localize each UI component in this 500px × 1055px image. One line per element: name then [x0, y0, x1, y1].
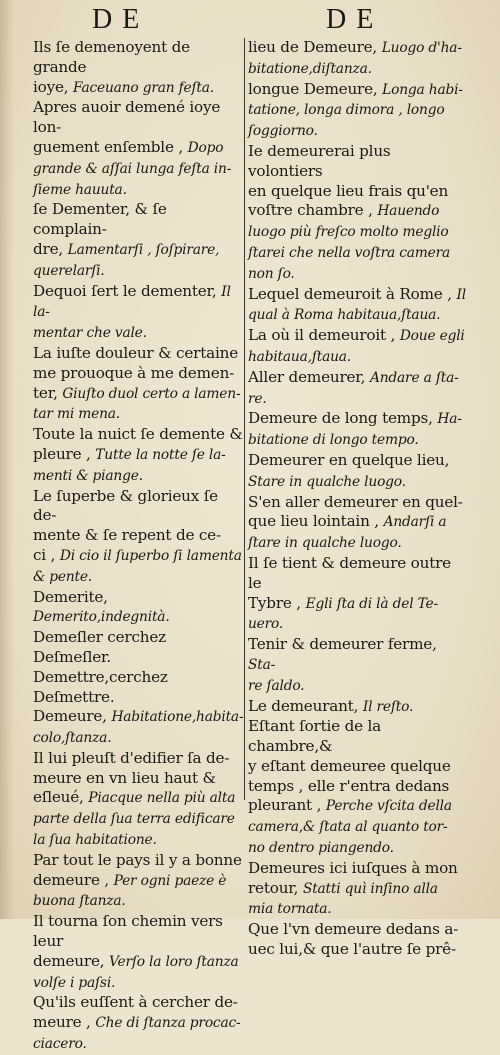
dictionary-entry: [248, 285, 468, 327]
italian-translation: Ha- bitatione di longo tempo.: [248, 411, 462, 449]
dictionary-entry: [33, 707, 244, 749]
italian-translation: Verſo la loro ſtanza volſe i paſsi.: [33, 953, 239, 991]
french-term: Ie demeurerai plus volontiers en quelque lieu frais qu'en voſtre chambre ,: [248, 141, 449, 220]
dictionary-entry: [33, 993, 244, 1054]
french-term: lieu de Demeure,: [248, 38, 378, 56]
dictionary-entry: [248, 142, 468, 285]
italian-translation: Per ogni paeze è buona ſtanza.: [33, 872, 227, 910]
dictionary-entry: [248, 635, 468, 696]
italian-translation: Stare in qualche luogo.: [248, 473, 406, 490]
italian-translation: Doue egli habitaua,ſtaua.: [248, 328, 465, 365]
dictionary-entry: [33, 487, 244, 588]
dictionary-entry: [33, 912, 244, 993]
italian-translation: Che di ſtanza procac- ciacero.: [33, 1015, 241, 1053]
dictionary-entry: [248, 717, 468, 859]
italian-translation: Il la- mentar che vale.: [33, 283, 231, 342]
dictionary-entry: [248, 326, 468, 368]
french-term: Il tourna ſon chemin vers leur demeure,: [33, 912, 223, 970]
dictionary-entry: [33, 98, 244, 200]
french-term: Qu'ils euſſent à cercher de- meure ,: [33, 993, 238, 1032]
french-term: Lequel demeuroit à Rome ,: [248, 284, 452, 303]
french-term: Le ſuperbe & glorieux ſe de- mente & ſe repent de ce- ci ,: [33, 486, 221, 564]
dictionary-entry: [33, 628, 244, 668]
italian-translation: Di cio il ſuperbo ſi lamenta & pente.: [33, 547, 242, 585]
french-term: Apres auoir demené ioye lon- guement enſemble ,: [33, 98, 221, 156]
french-term: Dequoi ſert le dementer,: [33, 281, 217, 300]
dictionary-entry: [33, 749, 244, 851]
french-term: S'en aller demeurer en quel- que lieu lointain ,: [248, 492, 463, 531]
french-term: ſe Dementer, & ſe complain- dre,: [33, 200, 167, 258]
italian-translation: Il qual à Roma habitaua,ſtaua.: [248, 286, 466, 324]
dictionary-entry: [33, 851, 244, 912]
french-term: Demeures ici iuſques à mon retour,: [248, 858, 458, 897]
french-term: Demeurer en quelque lieu,: [248, 450, 450, 469]
french-term: Toute la nuict ſe demente & pleure ,: [33, 425, 243, 463]
french-term: Demeure de long temps,: [248, 409, 433, 428]
french-term: Le demeurant,: [248, 696, 359, 715]
italian-translation: Sta- re ſaldo.: [248, 656, 305, 694]
french-term: Tenir & demeurer ferme,: [248, 635, 437, 654]
french-term: Demeure,: [33, 707, 107, 726]
dictionary-entry: [248, 409, 468, 451]
dictionary-entry: [248, 80, 468, 142]
header-left: DE: [92, 4, 150, 35]
italian-translation: Giuſto duol certo a lamen- tar mi mena.: [33, 385, 241, 423]
italian-translation: Faceuano gran feſta.: [73, 79, 214, 96]
dictionary-entry: [248, 920, 468, 960]
column-divider: [244, 38, 245, 800]
header-right: DE: [326, 4, 384, 35]
italian-translation: Longa habi- tatione, longa dimora , longo ſoggiorno.: [248, 81, 463, 140]
french-term: Il lui pleuſt d'edifier ſa de- meure en vn lieu haut & eſleué,: [33, 748, 230, 807]
french-term: La iuſte douleur & certaine me prouoque à me demen- ter,: [33, 343, 238, 402]
dictionary-entry: [248, 697, 468, 718]
french-term: Il ſe tient & demeure outre le Tybre ,: [248, 553, 451, 612]
french-term: longue Demeure,: [248, 79, 378, 98]
french-term: Par tout le pays il y a bonne demeure ,: [33, 850, 242, 889]
french-term: Demettre,cerchez Deſmettre.: [33, 667, 173, 706]
italian-translation: Andare a ſta- re.: [248, 369, 459, 407]
italian-translation: Lamentarſi , ſoſpirare, querelarſi.: [33, 241, 220, 279]
italian-translation: Hauendo luogo più freſco molto meglio ſtarei che nella voſtra camera non ſo.: [248, 203, 451, 282]
italian-translation: Tutte la notte ſe la- menti & piange.: [33, 446, 226, 484]
italian-translation: Dopo grande & aſſai lunga feſta in- ſieme hauuta.: [33, 139, 232, 198]
dictionary-entry: [248, 451, 468, 493]
french-term: Eſtant ſortie de la chambre,& y eſtant demeuree quelque temps , elle r'entra dedans pleurant ,: [248, 717, 451, 815]
italian-translation: Habitatione,habita- colo,ſtanza.: [33, 709, 244, 747]
left-column: [33, 38, 244, 1055]
italian-translation: Piacque nella più alta parte della ſua terra edificare la ſua habitatione.: [33, 790, 236, 849]
dictionary-entry: [248, 38, 468, 80]
french-term: Demeſler cerchez Deſmeſler.: [33, 628, 171, 666]
right-column: [248, 38, 468, 960]
dictionary-entry: [33, 38, 244, 98]
french-term: Demerite,: [33, 587, 108, 606]
italian-translation: Egli ſta di là del Te- uero.: [248, 595, 438, 633]
italian-translation: Luogo d'ha- bitatione,diſtanza.: [248, 40, 462, 77]
dictionary-entry: [33, 282, 244, 344]
italian-translation: Andarſi a ſtare in qualche luogo.: [248, 514, 447, 552]
dictionary-entry: [248, 368, 468, 410]
running-header: [0, 4, 500, 34]
italian-translation: Demerito,indegnità.: [33, 609, 170, 626]
dictionary-entry: [248, 554, 468, 635]
dictionary-entry: [248, 493, 468, 554]
dictionary-entry: [33, 344, 244, 425]
dictionary-entry: [33, 200, 244, 281]
french-term: La où il demeuroit ,: [248, 326, 396, 345]
italian-translation: Il reſto.: [362, 698, 414, 715]
french-term: Ils ſe demenoyent de grande ioye,: [33, 38, 190, 96]
dictionary-entry: [33, 588, 244, 629]
italian-translation: Perche vſcita della camera,& ſtata al quanto tor- no dentro piangendo.: [248, 798, 452, 857]
dictionary-entry: [33, 425, 244, 486]
dictionary-entry: [33, 668, 244, 708]
dictionary-entry: [248, 859, 468, 920]
french-term: Aller demeurer,: [248, 367, 366, 386]
french-term: Que l'vn demeure dedans a- uec lui,& que l'autre ſe prê-: [248, 920, 459, 959]
italian-translation: Statti quì inſino alla mia tornata.: [248, 880, 438, 918]
